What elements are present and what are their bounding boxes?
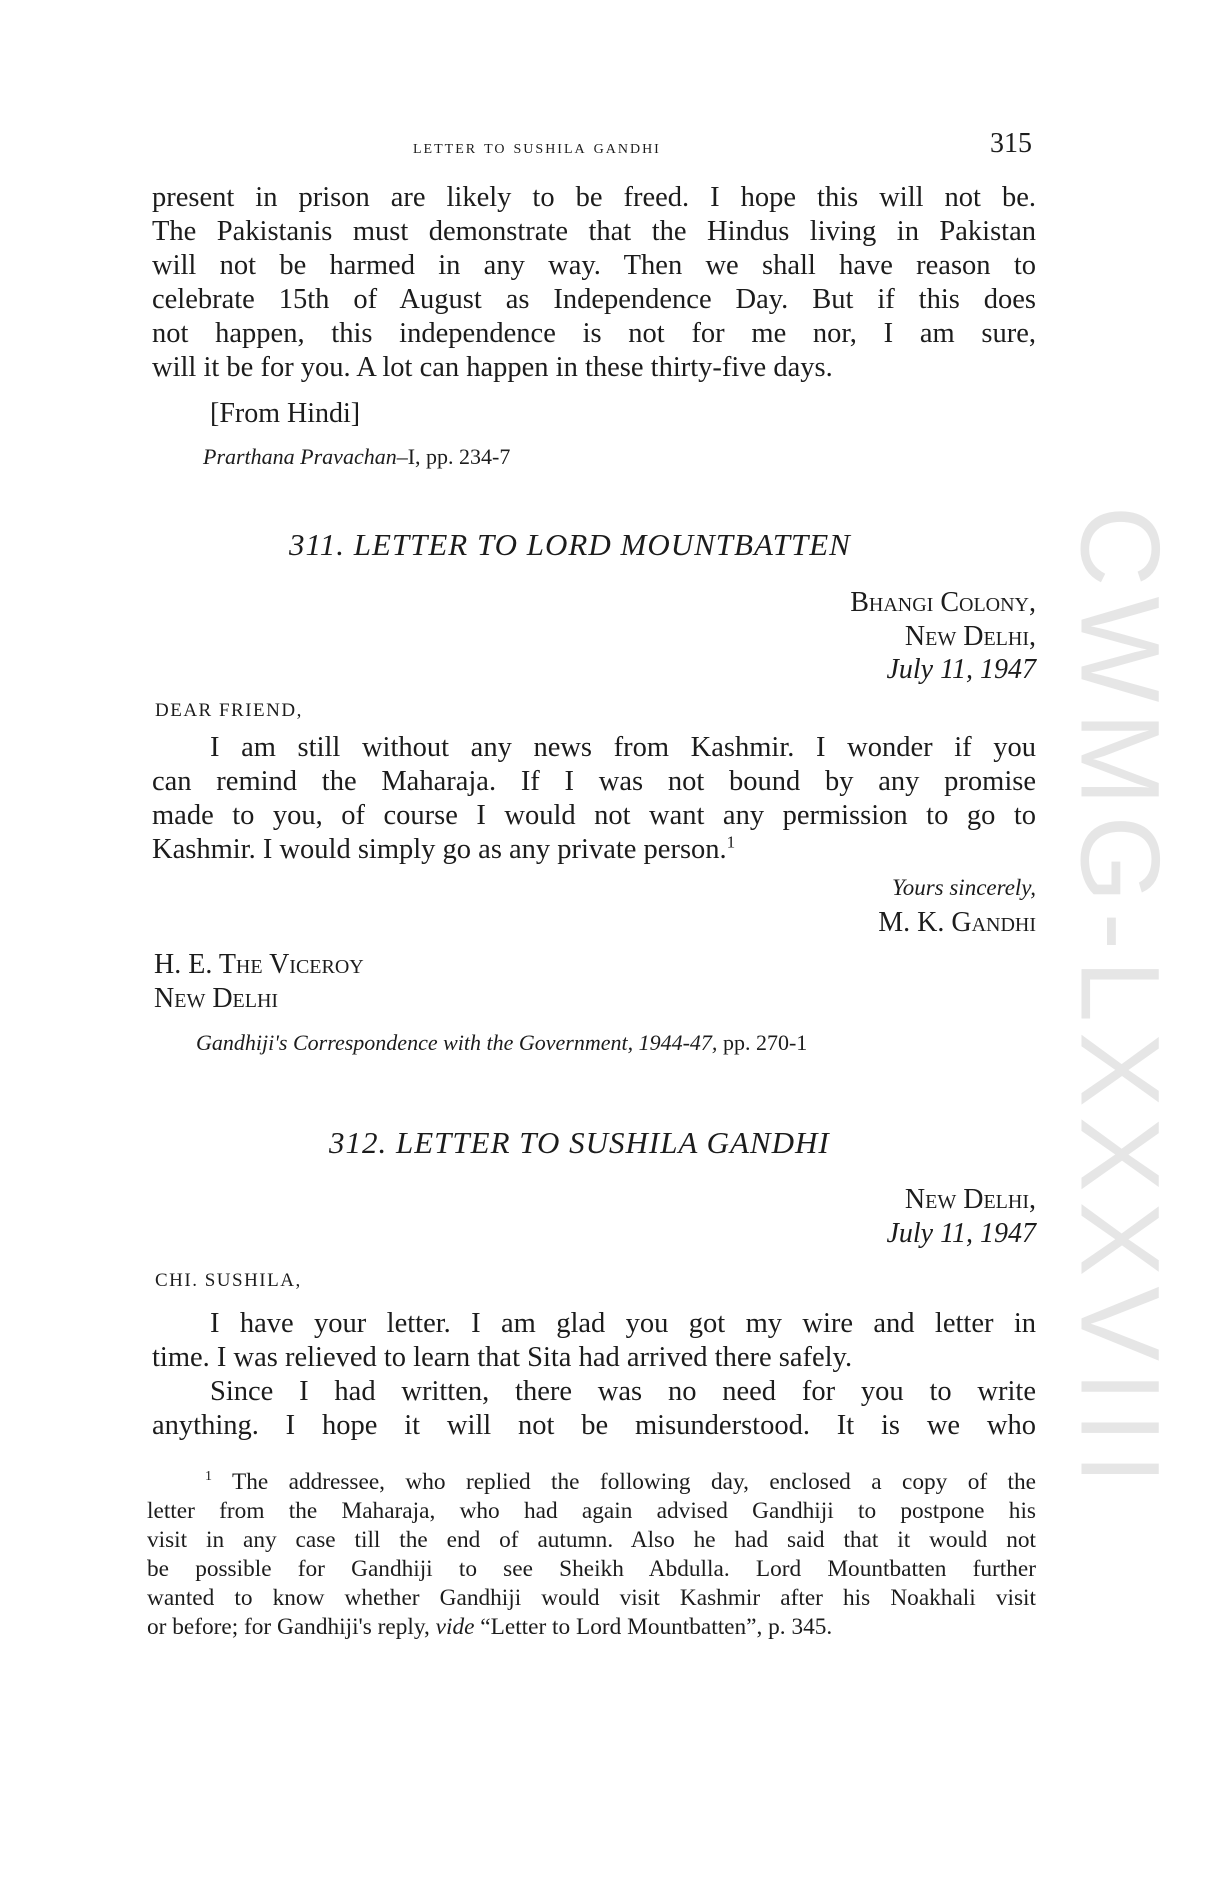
footnote-line [147, 1613, 1036, 1642]
body-line: The Pakistanis must demonstrate that the Hindus living in Pakistan [152, 216, 1036, 247]
salutation: CHI. SUSHILA, [155, 1270, 302, 1291]
footnote-line: visit in any case till the end of autumn. Also he had said that it would not [147, 1527, 1036, 1553]
footnote-line [205, 1468, 1036, 1497]
citation-pages: –I, pp. 234-7 [396, 444, 511, 469]
footnote-text: The addressee, who replied the following day, enclosed a copy of the [231, 1469, 1036, 1495]
source-citation [203, 444, 510, 470]
letter-date: July 11, 1947 [886, 1218, 1036, 1249]
signature-name: Gandhi [951, 907, 1036, 938]
body-line: time. I was relieved to learn that Sita had arrived there safely. [152, 1342, 853, 1373]
footnote-line: letter from the Maharaja, who had again advised Gandhiji to postpone his [147, 1498, 1036, 1524]
body-line: will it be for you. A lot can happen in these thirty-five days. [152, 352, 833, 383]
citation-title: Gandhiji's Correspondence with the Government, 1944-47, [196, 1030, 718, 1055]
running-title: letter to sushila gandhi [413, 136, 661, 158]
footnote-marker: 1 [726, 832, 736, 852]
salutation: DEAR FRIEND, [155, 700, 303, 721]
body-line: not happen, this independence is not for me nor, I am sure, [152, 318, 1036, 349]
source-citation [196, 1030, 807, 1056]
cross-reference: “Letter to Lord Mountbatten”, p. 345. [480, 1614, 833, 1640]
body-line: Since I had written, there was no need for you to write [210, 1376, 1036, 1407]
cwmg-watermark: CWMG-LXXXVIII [1057, 505, 1183, 1495]
address-line: Bhangi Colony, [850, 587, 1036, 618]
body-line: I am still without any news from Kashmir. I wonder if you [210, 732, 1036, 763]
citation-pages: pp. 270-1 [722, 1030, 808, 1055]
body-line: anything. I hope it will not be misunderstood. It is we who [152, 1410, 1036, 1441]
body-line [152, 833, 1036, 867]
address-line: New Delhi, [904, 621, 1036, 652]
source-note: [From Hindi] [210, 398, 361, 429]
document-heading-312: 312. LETTER TO SUSHILA GANDHI [329, 1125, 830, 1160]
footnote-line: wanted to know whether Gandhiji would visit Kashmir after his Noakhali visit [147, 1585, 1036, 1611]
body-line: celebrate 15th of August as Independence Day. But if this does [152, 284, 1036, 315]
recipient-line: New Delhi [154, 983, 279, 1014]
body-line: will not be harmed in any way. Then we shall have reason to [152, 250, 1036, 281]
page-number: 315 [990, 128, 1032, 159]
body-line: I have your letter. I am glad you got my wire and letter in [210, 1308, 1036, 1339]
letter-date: July 11, 1947 [886, 654, 1036, 685]
recipient-line: H. E. The Viceroy [154, 949, 364, 980]
address-line: New Delhi, [904, 1184, 1036, 1215]
footnote-number: 1 [205, 1469, 212, 1485]
body-line: made to you, of course I would not want any permission to go to [152, 800, 1036, 831]
citation-title: Prarthana Pravachan [203, 444, 397, 469]
footnote-text: or before; for Gandhiji's reply, [147, 1614, 430, 1640]
footnote-line: be possible for Gandhiji to see Sheikh Abdulla. Lord Mountbatten further [147, 1556, 1036, 1582]
vide-word: vide [435, 1614, 475, 1640]
body-line: present in prison are likely to be freed. I hope this will not be. [152, 182, 1036, 213]
document-heading-311: 311. LETTER TO LORD MOUNTBATTEN [289, 527, 851, 562]
closing: Yours sincerely, [892, 875, 1036, 900]
body-line: can remind the Maharaja. If I was not bound by any promise [152, 766, 1036, 797]
signature [878, 907, 1036, 939]
signature-initials: M. K. [878, 907, 945, 938]
body-text: Kashmir. I would simply go as any private person. [152, 834, 727, 865]
